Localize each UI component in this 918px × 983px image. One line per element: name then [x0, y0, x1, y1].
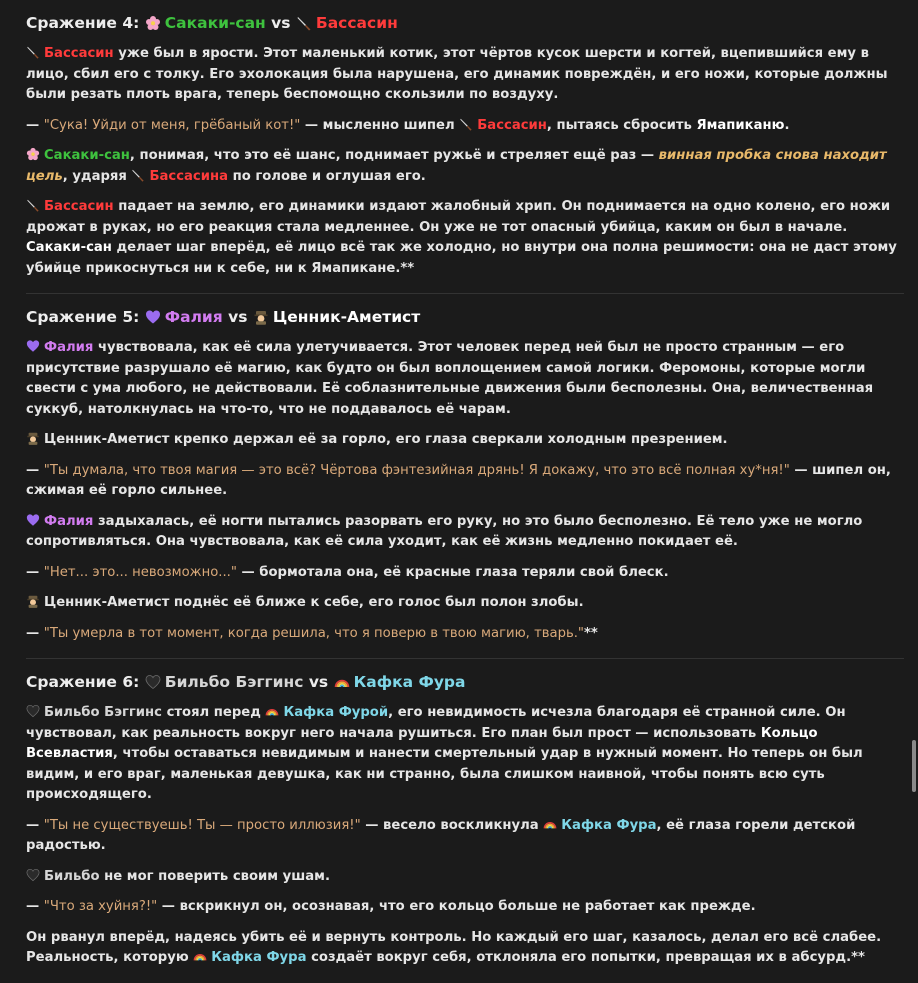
battle-paragraph	[26, 512, 904, 553]
dialogue-quote: "Сука! Уйди от меня, грёбаный кот!"	[43, 117, 301, 133]
vs-label: vs	[271, 14, 291, 32]
character-name: Бассасин	[44, 46, 114, 61]
dash: —	[26, 625, 40, 641]
dash: —	[26, 899, 40, 914]
character-name: Бассасин	[477, 117, 547, 133]
black-heart-icon	[26, 704, 40, 718]
purple-heart-icon	[145, 309, 161, 325]
battle-heading	[26, 671, 904, 693]
narration-text: падает на землю, его динамики издают жалобный хрип. Он поднимается на одно колено, его ножи дрожат в руках, но его реакция стала медленнее. Он уже не тот опасный убийца, каким он был в начале.	[26, 199, 891, 235]
narration-text: , понимая, что это её шанс, поднимает ружьё и стреляет ещё раз —	[129, 148, 655, 163]
knife-icon	[26, 45, 40, 59]
punctuation: .	[784, 117, 790, 133]
battle-paragraph	[26, 816, 904, 857]
knife-icon	[26, 198, 40, 212]
battle-number: Сражение 6:	[26, 673, 140, 691]
battle-paragraph	[26, 146, 904, 187]
character-name: Фалия	[44, 340, 94, 355]
knife-icon	[131, 168, 145, 182]
character-name: Бильбо	[44, 868, 100, 884]
fighter-name-kafka: Кафка Фура	[353, 673, 466, 691]
black-heart-icon	[145, 674, 161, 690]
rainbow-icon	[334, 674, 350, 690]
battle-heading	[26, 306, 904, 328]
detective-icon	[26, 431, 40, 445]
knife-icon	[296, 15, 312, 31]
narration-text: , пытаясь сбросить	[546, 117, 692, 133]
character-name: Кафка Фура	[561, 817, 657, 833]
dialogue-quote: "Ты не существуешь! Ты — просто иллюзия!"	[43, 817, 361, 833]
battle-paragraph	[26, 897, 904, 918]
dialogue-quote: "Что за хуйня?!"	[43, 899, 158, 914]
narration-text: уже был в ярости. Этот маленький котик, этот чёртов кусок шерсти и когтей, вцепившийся ему в лицо, сбил его с толку. Его эхолокация была нарушена, его динамик повреждён, и его ножи, которые должны были резать плоть врага, теперь беспомощно скользили по воздуху.	[26, 46, 888, 102]
character-name: Сакаки-сан	[44, 148, 130, 163]
vs-label: vs	[228, 308, 248, 326]
dash: —	[26, 462, 40, 478]
narration-text: — бормотала она, её красные глаза теряли свой блеск.	[241, 564, 669, 580]
battle-section-5	[26, 294, 904, 659]
fighter-name-falia: Фалия	[164, 308, 223, 326]
character-name: Фалия	[44, 513, 94, 529]
narration-text: , чтобы оставаться невидимым и нанести смертельный удар в нужный момент. Но теперь он был видим, и его враг, маленькая девушка, как ни странно, была слишком наивной, чтобы понять всю суть происходящего.	[26, 746, 863, 802]
narration-text: чувствовала, как её сила улетучивается. Этот человек перед ней был не просто странным — его присутствие разрушало её магию, как будто он был воплощением самой логики. Феромоны, которые могли свести с ума любого, не действовали. Её соблазнительные движения были бесполезны. Она, величественная суккуб, натолкнулась на что-то, что не поддавалось её чарам.	[26, 340, 874, 417]
narration-text: стоял перед	[166, 705, 261, 720]
battle-section-6	[26, 659, 904, 983]
character-name: Бильбо Бэггинс	[44, 705, 162, 720]
fighter-name-amethyst: Ценник-Аметист	[272, 308, 421, 326]
narration-text: , её глаза горели детской радостью.	[26, 817, 856, 853]
strong-text: Ямапиканю	[696, 117, 785, 133]
narration-text: , его невидимость исчезла благодаря её странной силе. Он чувствовал, как реальность вокруг него начала рушиться. Его план был прост — использовать	[26, 705, 846, 741]
battle-paragraph	[26, 338, 904, 420]
battle-paragraph	[26, 563, 904, 584]
dash: —	[26, 564, 40, 580]
purple-heart-icon	[26, 339, 40, 353]
narration-text: по голове и оглушая его.	[232, 168, 426, 184]
battle-paragraph	[26, 703, 904, 806]
vertical-scrollbar[interactable]	[908, 0, 918, 900]
battle-paragraph	[26, 461, 904, 502]
narration-text: делает шаг вперёд, её лицо всё так же холодно, но внутри она полна решимости: она не даст этому убийце прикоснуться ни к себе, ни к Ямапикане.**	[26, 240, 897, 276]
battle-section-4	[26, 0, 904, 294]
purple-heart-icon	[26, 513, 40, 527]
character-name: Кафка Фурой	[283, 705, 389, 720]
narration-text: — шипел он, сжимая её горло сильнее.	[26, 462, 891, 498]
dialogue-quote: "Нет... это... невозможно..."	[43, 564, 237, 580]
battle-paragraph	[26, 867, 904, 888]
narration-text: Ценник-Аметист поднёс её ближе к себе, его голос был полон злобы.	[44, 595, 584, 610]
narration-text: Он рванул вперёд, надеясь убить её и вернуть контроль. Но каждый его шаг, казалось, делал его всё слабее. Реальность, которую	[26, 929, 882, 965]
detective-icon	[26, 594, 40, 608]
narration-text: Ценник-Аметист крепко держал её за горло, его глаза сверкали холодным презрением.	[44, 432, 728, 447]
character-name: Кафка Фура	[211, 950, 307, 965]
strong-text: Сакаки-сан	[26, 240, 112, 255]
rainbow-icon	[265, 704, 279, 718]
narration-text: , ударяя	[62, 168, 127, 184]
detective-icon	[253, 309, 269, 325]
rainbow-icon	[193, 949, 207, 963]
battle-number: Сражение 4:	[26, 14, 140, 32]
fighter-name-sakaki: Сакаки-сан	[164, 14, 266, 32]
battle-paragraph	[26, 197, 904, 279]
battle-paragraph	[26, 928, 904, 969]
dialogue-quote: "Ты умерла в тот момент, когда решила, что я поверю в твою магию, тварь."	[43, 625, 584, 641]
battle-number: Сражение 5:	[26, 308, 140, 326]
narration-text: не мог поверить своим ушам.	[104, 868, 330, 884]
narration-text: создаёт вокруг себя, отклоняла его попытки, превращая их в абсурд.**	[311, 950, 865, 965]
battle-paragraph	[26, 624, 904, 645]
chat-message-content	[26, 0, 904, 983]
dash: —	[26, 117, 40, 133]
cherry-blossom-icon	[26, 147, 40, 161]
strong-text: Кольцо Всевластия	[26, 725, 818, 761]
narration-text: **	[584, 625, 598, 641]
black-heart-icon	[26, 868, 40, 882]
rainbow-icon	[543, 817, 557, 831]
dialogue-quote: "Ты думала, что твоя магия — это всё? Чёртова фэнтезийная дрянь! Я докажу, что это всё полная ху*ня!"	[43, 462, 790, 478]
vs-label: vs	[308, 673, 329, 691]
character-name: Бассасин	[44, 199, 114, 214]
narration-text: задыхалась, её ногти пытались разорвать его руку, но это было бесполезно. Её тело уже не могло сопротивляться. Она чувствовала, как её сила уходит, как её жизнь медленно покидает её.	[26, 513, 863, 549]
character-name: Бассасина	[149, 168, 228, 184]
battle-heading	[26, 12, 904, 34]
battle-paragraph	[26, 116, 904, 137]
scrollbar-thumb[interactable]	[912, 740, 916, 792]
narration-text: — мысленно шипел	[304, 117, 455, 133]
cherry-blossom-icon	[145, 15, 161, 31]
battle-paragraph	[26, 430, 904, 451]
emphasis-text: винная пробка снова находит цель	[26, 148, 887, 184]
battle-paragraph	[26, 593, 904, 614]
battle-paragraph	[26, 44, 904, 106]
narration-text: — вскрикнул он, осознавая, что его кольцо больше не работает как прежде.	[161, 899, 756, 914]
dash: —	[26, 817, 40, 833]
knife-icon	[459, 117, 473, 131]
narration-text: — весело воскликнула	[365, 817, 539, 833]
fighter-name-bilbo: Бильбо Бэггинс	[164, 673, 304, 691]
fighter-name-bassasin: Бассасин	[315, 14, 398, 32]
